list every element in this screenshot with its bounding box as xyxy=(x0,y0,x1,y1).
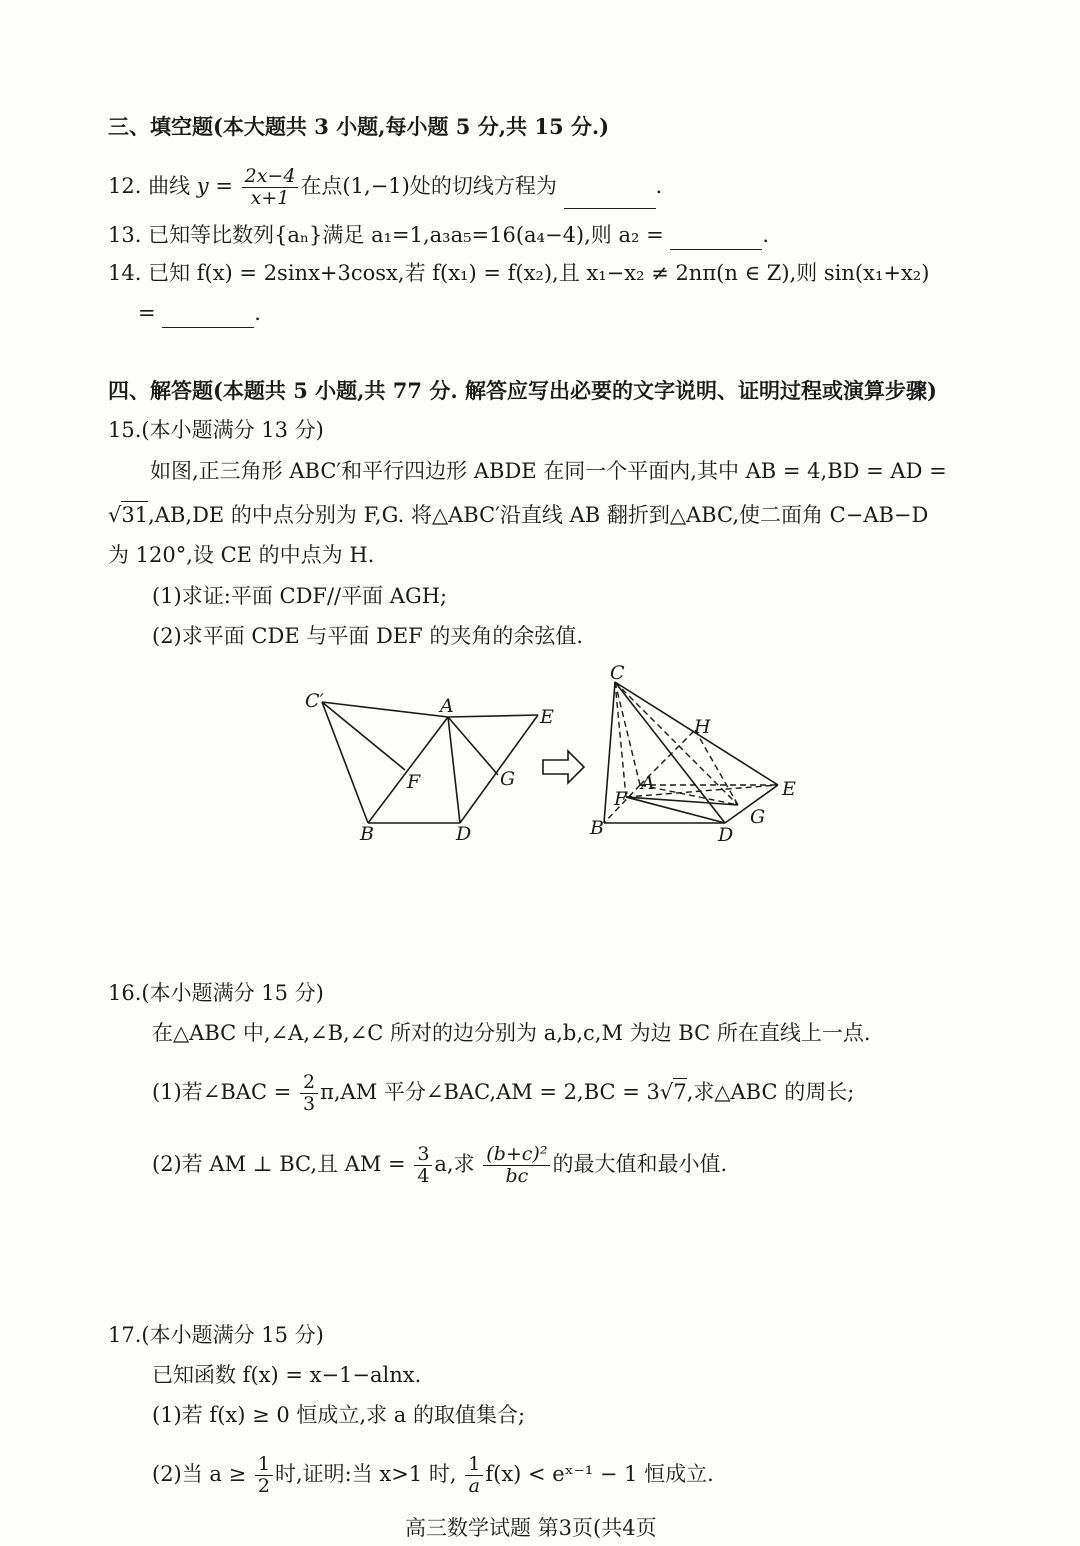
fig-label-D: D xyxy=(718,824,734,846)
fig-label-C-prime: C′ xyxy=(305,690,324,712)
fig-label-B: B xyxy=(590,817,604,839)
q16-p2-fraction2 xyxy=(483,1144,550,1187)
q17-p2-fraction xyxy=(255,1454,273,1497)
fig-label-F: F xyxy=(407,771,421,793)
q12-pre: 曲线 xyxy=(148,174,197,198)
q15-stem-line3: 为 120°,设 CE 的中点为 H. xyxy=(108,543,375,567)
q16-part1: (1)若∠BAC = $\frac{2}{3}$ π,AM 平分∠BAC,AM = 2,BC = 3√7,求△ABC 的周长; xyxy=(152,1071,855,1115)
fig-label-C: C xyxy=(610,662,625,684)
page-footer: 高三数学试题 第3页(共4页 xyxy=(405,1516,657,1540)
q16-part2 xyxy=(152,1144,727,1187)
question-14-answer xyxy=(138,298,261,328)
q17-p2-frac2-den: a xyxy=(468,1475,480,1497)
q17-p2-fraction2 xyxy=(465,1454,483,1497)
q12-frac-den: x+1 xyxy=(250,187,290,209)
q12-eq: = xyxy=(208,174,233,198)
q13-end: . xyxy=(762,223,770,247)
fig-label-E: E xyxy=(540,706,554,728)
q15-part1: (1)求证:平面 CDF//平面 AGH; xyxy=(152,584,448,608)
footer-fade xyxy=(680,1500,800,1546)
q12-fraction xyxy=(242,166,299,209)
fig-label-B: B xyxy=(360,823,374,845)
fig-left-edge xyxy=(448,717,498,775)
q16-p1-end: ,求△ABC 的周长; xyxy=(686,1080,855,1104)
fig-left-edge xyxy=(448,715,538,717)
q15-stem-line1: 如图,正三角形 ABC′和平行四边形 ABDE 在同一个平面内,其中 AB = 4,BD = AD = xyxy=(150,459,947,483)
fig-label-H: H xyxy=(694,716,711,738)
q17-title: 17.(本小题满分 15 分) xyxy=(108,1323,324,1347)
fig-label-G: G xyxy=(750,806,766,828)
section4-heading: 四、解答题(本题共 5 小题,共 77 分. 解答应写出必要的文字说明、证明过程或演算步骤) xyxy=(108,378,937,403)
q12-end: . xyxy=(655,174,663,198)
q14-end: . xyxy=(254,301,261,325)
q16-p1-frac-num: 2 xyxy=(300,1072,318,1094)
q16-p1-frac-den: 3 xyxy=(302,1093,316,1115)
q12-number: 12. xyxy=(108,174,142,198)
fig-left-edge xyxy=(368,717,448,823)
q15-sqrt: 31 xyxy=(121,503,149,527)
q15-line2-text: ,AB,DE 的中点分别为 F,G. 将△ABC′沿直线 AB 翻折到△ABC,使二面角 C−AB−D xyxy=(148,503,929,527)
q17-p2-frac2-num: 1 xyxy=(465,1454,483,1476)
q16-title: 16.(本小题满分 15 分) xyxy=(108,981,324,1005)
q16-stem: 在△ABC 中,∠A,∠B,∠C 所对的边分别为 a,b,c,M 为边 BC 所在直线上一点. xyxy=(152,1021,871,1045)
question-13 xyxy=(108,220,769,250)
q16-p1-pre: (1)若∠BAC = xyxy=(152,1080,292,1104)
q16-p2-frac2-den: bc xyxy=(505,1165,529,1187)
fig-label-F: F xyxy=(614,788,628,810)
q14-eq: = xyxy=(138,301,156,325)
q17-p2-frac-num: 1 xyxy=(255,1454,273,1476)
q15-figure xyxy=(0,655,1080,855)
fig-right-hidden-edge xyxy=(615,682,738,805)
q16-p1-fraction xyxy=(300,1072,318,1115)
q16-p2-frac-num: 3 xyxy=(414,1144,432,1166)
q17-p2-end: f(x) < eˣ⁻¹ − 1 恒成立. xyxy=(485,1462,714,1486)
q16-p2-frac-den: 4 xyxy=(417,1165,430,1187)
fig-label-E: E xyxy=(782,778,796,800)
q17-p2-frac-den: 2 xyxy=(257,1475,270,1497)
q14-text: 14. 已知 f(x) = 2sinx+3cosx,若 f(x₁) = f(x₂),且 x₁−x₂ ≠ 2nπ(n ∈ Z),则 sin(x₁+x₂) xyxy=(108,261,930,285)
q13-answer-blank[interactable] xyxy=(670,227,762,250)
q16-p2-end: 的最大值和最小值. xyxy=(552,1152,728,1176)
fig-label-A: A xyxy=(440,695,454,717)
fig-left-edge xyxy=(448,717,460,823)
q12-frac-num: 2x−4 xyxy=(242,166,299,188)
section3-heading: 三、填空题(本大题共 3 小题,每小题 5 分,共 15 分.) xyxy=(108,114,610,139)
q17-part1: (1)若 f(x) ≥ 0 恒成立,求 a 的取值集合; xyxy=(152,1403,526,1427)
fig-left-edge xyxy=(322,702,448,717)
fig-right-hidden-edge xyxy=(615,682,626,797)
q16-p2-frac2-num: (b+c)² xyxy=(483,1144,550,1166)
fig-label-A: A xyxy=(641,772,655,794)
q15-stem-line2: √31,AB,DE 的中点分别为 F,G. 将△ABC′沿直线 AB 翻折到△ABC,使二面角 C−AB−D xyxy=(108,503,929,527)
q12-answer-blank[interactable] xyxy=(564,186,656,209)
q16-p2-mid: a,求 xyxy=(434,1152,475,1176)
fig-label-G: G xyxy=(500,768,516,790)
q15-title: 15.(本小题满分 13 分) xyxy=(108,418,324,442)
q12-var: y xyxy=(196,174,209,198)
q16-p2-fraction xyxy=(414,1144,432,1187)
fig-left-edge xyxy=(460,715,538,823)
q16-p1-sqrt: 7 xyxy=(673,1080,687,1104)
q17-p2-mid: 时,证明:当 x>1 时, xyxy=(275,1462,457,1486)
q14-answer-blank[interactable] xyxy=(162,305,254,328)
q13-text: 13. 已知等比数列{aₙ}满足 a₁=1,a₃a₅=16(a₄−4),则 a₂ = xyxy=(108,223,664,247)
q15-part2: (2)求平面 CDE 与平面 DEF 的夹角的余弦值. xyxy=(152,624,584,648)
fig-label-D: D xyxy=(456,823,472,845)
q17-p2-pre: (2)当 a ≥ xyxy=(152,1462,247,1486)
question-14 xyxy=(108,258,929,288)
q12-post: 在点(1,−1)处的切线方程为 xyxy=(300,174,557,198)
question-12 xyxy=(108,166,662,209)
q17-stem: 已知函数 f(x) = x−1−alnx. xyxy=(152,1363,422,1387)
q16-p2-pre: (2)若 AM ⊥ BC,且 AM = xyxy=(152,1152,406,1176)
fig-arrow xyxy=(543,751,584,783)
q17-part2 xyxy=(152,1454,714,1497)
q16-p1-post: π,AM 平分∠BAC,AM = 2,BC = 3 xyxy=(320,1080,660,1104)
